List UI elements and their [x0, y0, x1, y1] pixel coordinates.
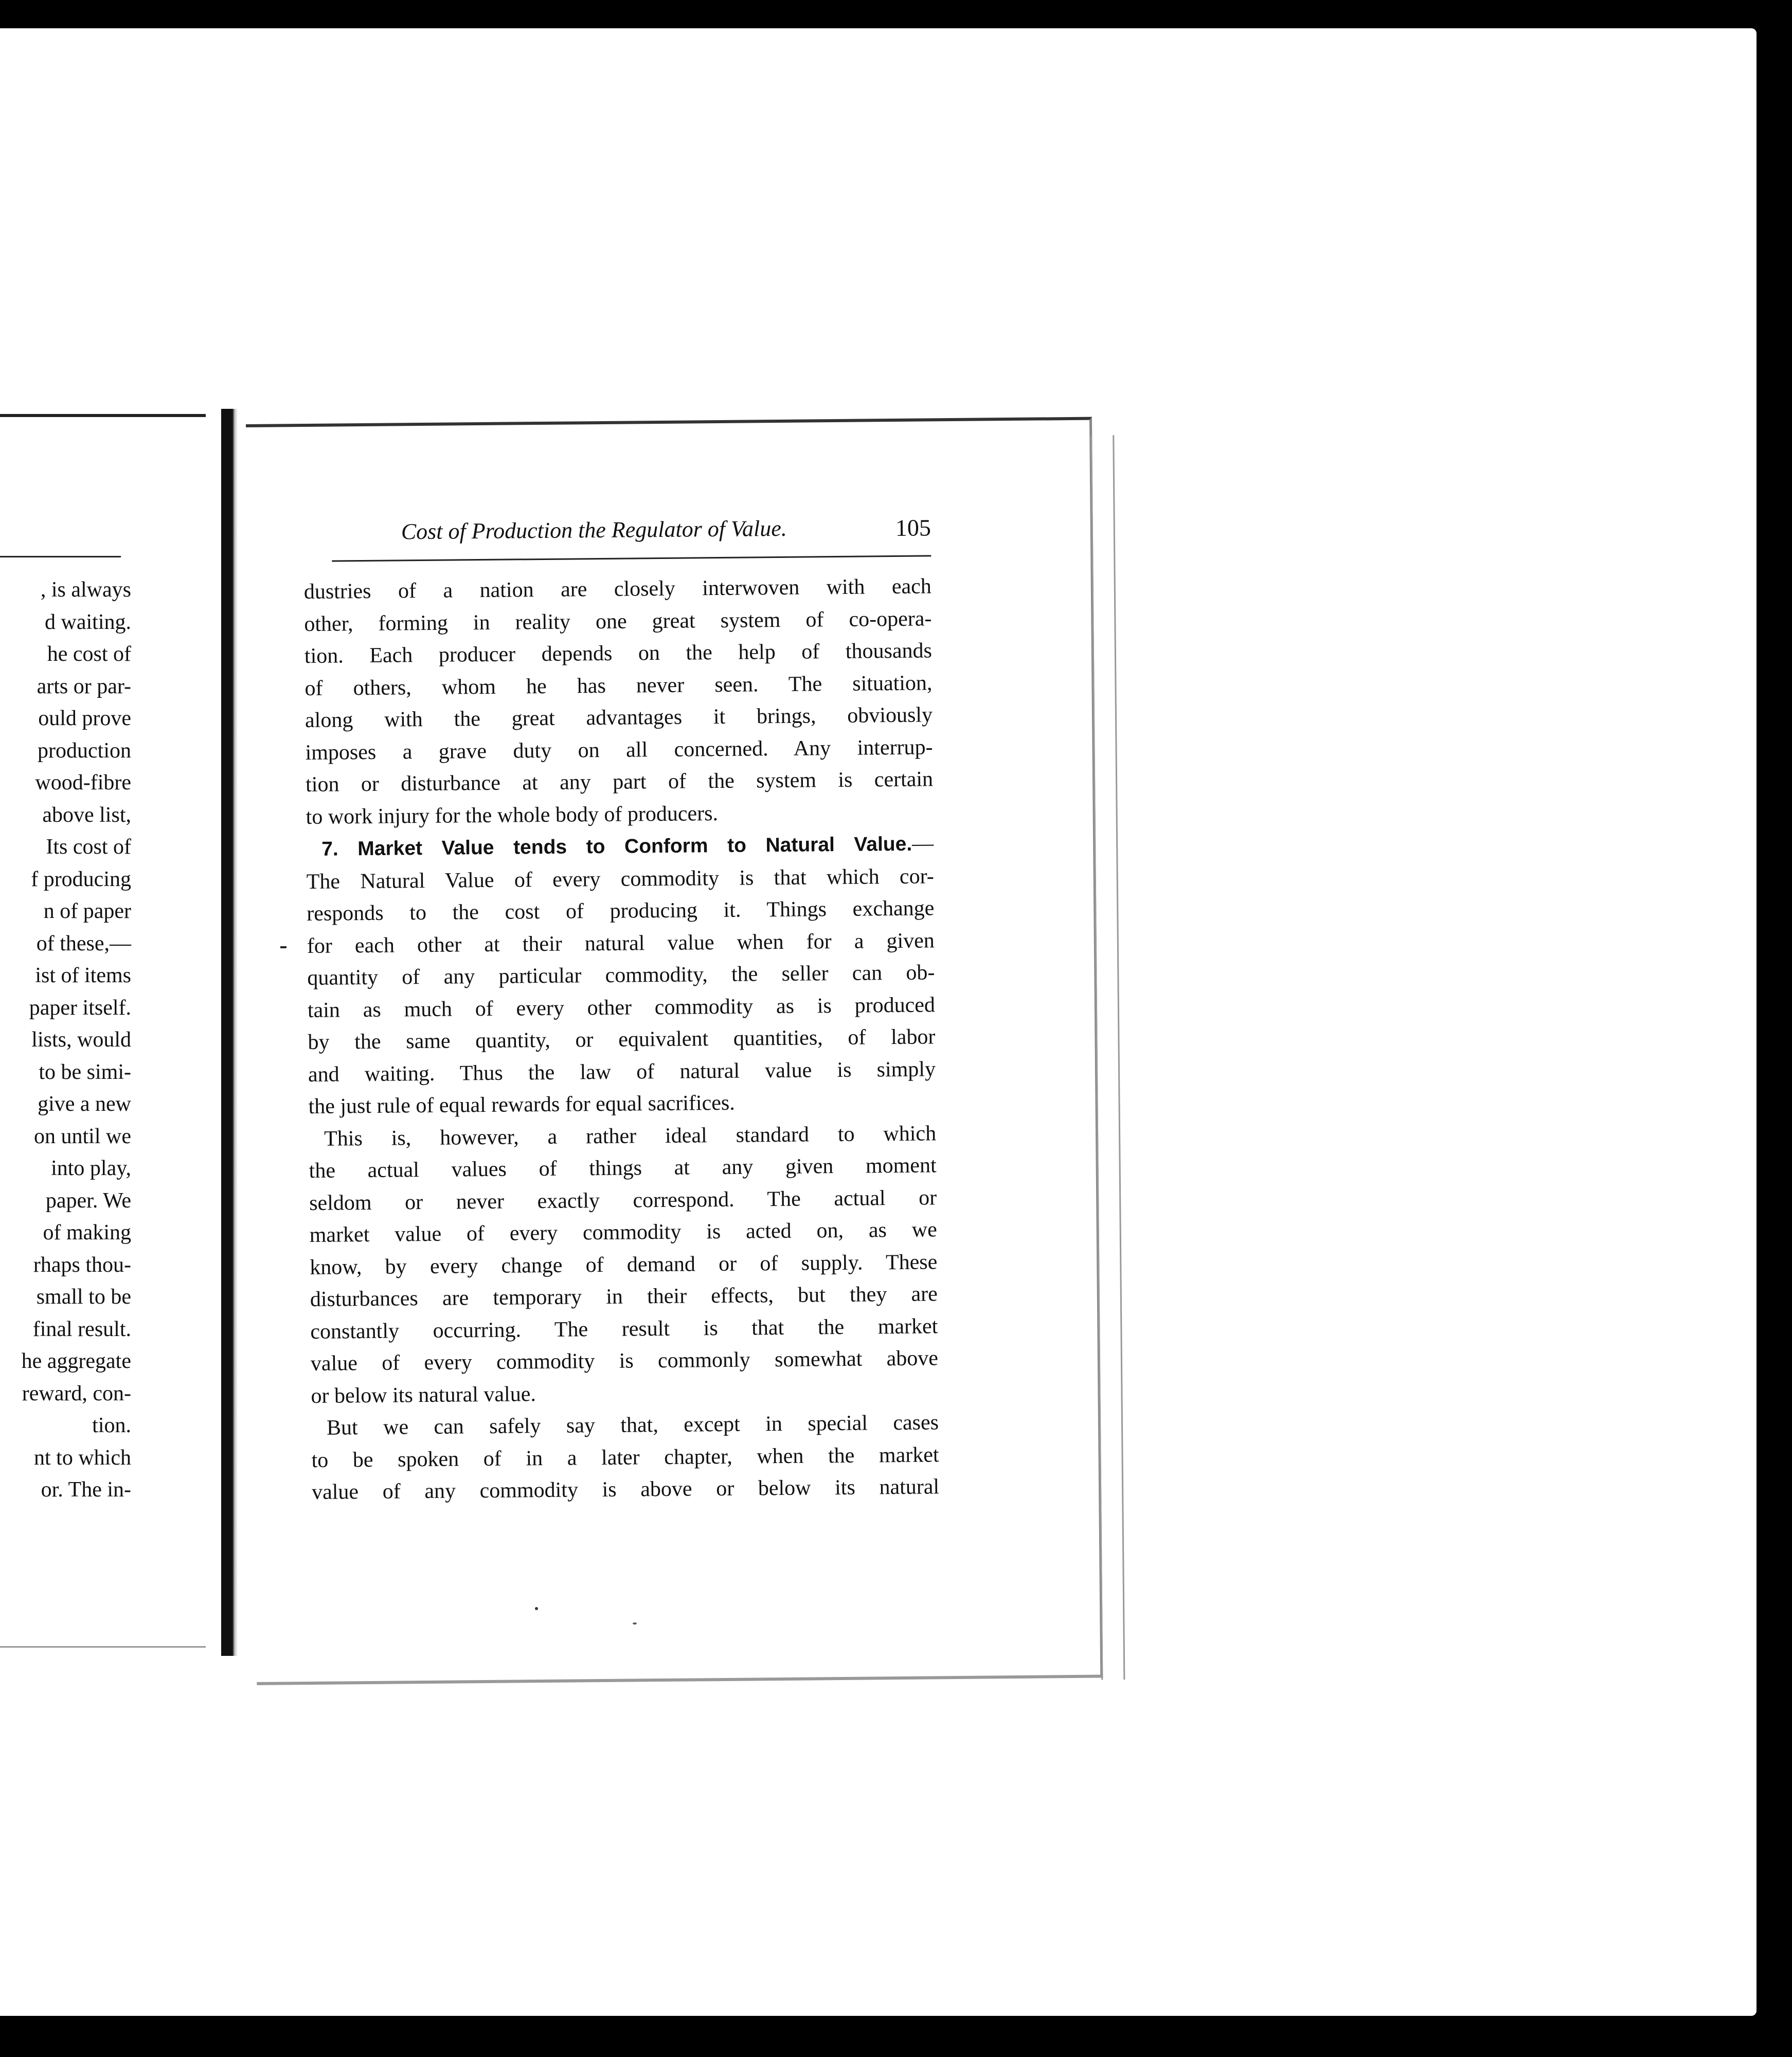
- text-line: But we can safely say that, except in special cases: [326, 1411, 939, 1440]
- text-line: or below its natural value.: [311, 1382, 536, 1408]
- text-line: to work injury for the whole body of producers.: [306, 801, 719, 829]
- paragraph: [311, 1406, 940, 1508]
- running-head: [401, 514, 931, 549]
- left-line: n of paper: [43, 899, 131, 923]
- left-line: he aggregate: [21, 1349, 131, 1373]
- left-line: on until we: [34, 1124, 131, 1148]
- paragraph: [304, 570, 934, 833]
- text-line: the actual values of things at any given moment: [309, 1153, 937, 1183]
- paragraph: [306, 827, 936, 1123]
- text-line: the just rule of equal rewards for equal sacrifices.: [308, 1091, 735, 1118]
- text-line: for each other at their natural value when for a given: [307, 928, 935, 958]
- text-line: of others, whom he has never seen. The situation,: [304, 671, 933, 700]
- left-line: nt to which: [34, 1446, 131, 1470]
- text-line: know, by every change of demand or of supply. These: [310, 1250, 938, 1279]
- left-line: give a new: [38, 1092, 131, 1116]
- text-line: This is, however, a rather ideal standard to which: [324, 1121, 937, 1151]
- text-line: tain as much of every other commodity as is produced: [307, 993, 936, 1022]
- scan-sheet: [0, 28, 1757, 2016]
- left-line: production: [38, 738, 131, 763]
- text-line: to be spoken of in a later chapter, when the market: [311, 1442, 939, 1472]
- text-line: tion or disturbance at any part of the system is certain: [305, 767, 934, 797]
- left-line: d waiting.: [45, 610, 131, 634]
- margin-mark: [280, 946, 286, 948]
- left-line: reward, con-: [22, 1381, 131, 1405]
- left-line: arts or par-: [37, 674, 131, 698]
- left-line: , is always: [40, 578, 131, 602]
- page-edges: [1090, 435, 1125, 1680]
- left-line: tion.: [92, 1414, 131, 1437]
- left-line: into play,: [51, 1157, 131, 1180]
- left-line: f producing: [31, 867, 131, 891]
- left-line: wood-fibre: [35, 771, 131, 795]
- running-head-rule: [332, 555, 931, 562]
- left-line: ist of items: [35, 964, 131, 987]
- text-line: tion. Each producer depends on the help of thousands: [304, 639, 933, 669]
- left-line: Its cost of: [46, 835, 131, 859]
- text-line: other, forming in reality one great system of co-opera-: [304, 606, 932, 636]
- text-line: imposes a grave duty on all concerned. Any interrup-: [305, 735, 933, 765]
- left-line: or. The in-: [41, 1478, 131, 1502]
- left-line: final result.: [32, 1317, 131, 1341]
- left-line: paper. We: [45, 1188, 131, 1213]
- text-line: The Natural Value of every commodity is that which cor-: [306, 864, 934, 894]
- book-spine: [206, 409, 248, 1656]
- text-line: disturbances are temporary in their effects, but they are: [310, 1282, 938, 1311]
- text-line: value of every commodity is commonly somewhat above: [310, 1346, 939, 1376]
- left-line: he cost of: [47, 642, 131, 666]
- left-page: [0, 414, 208, 1648]
- section-heading: 7. Market Value tends to Conform to Natural Value.: [321, 833, 912, 860]
- right-page: [246, 417, 1103, 1685]
- text-line: value of any commodity is above or below its natural: [311, 1475, 940, 1504]
- ink-speck: [535, 1607, 538, 1610]
- page-number: 105: [895, 514, 931, 541]
- left-line: rhaps thou-: [33, 1253, 131, 1277]
- text-line: quantity of any particular commodity, the seller can ob-: [307, 961, 935, 990]
- left-line: above list,: [42, 803, 131, 827]
- left-line: ould prove: [38, 707, 131, 730]
- ink-speck: [633, 1622, 637, 1625]
- left-line: lists, would: [31, 1028, 131, 1052]
- heading-dash: —: [911, 832, 934, 856]
- running-title: Cost of Production the Regulator of Value.: [401, 515, 787, 545]
- left-line: of making: [43, 1221, 131, 1244]
- text-line: responds to the cost of producing it. Things exchange: [307, 896, 935, 926]
- left-page-rule: [0, 556, 121, 557]
- left-line: of these,—: [36, 931, 131, 955]
- text-line: seldom or never exactly correspond. The actual or: [309, 1185, 937, 1215]
- text-line: along with the great advantages it brings, obviously: [304, 703, 933, 733]
- text-line: dustries of a nation are closely interwoven with each: [303, 574, 932, 604]
- left-line: to be simi-: [39, 1060, 131, 1084]
- text-line: by the same quantity, or equivalent quantities, of labor: [308, 1025, 936, 1054]
- text-line: and waiting. Thus the law of natural value is simply: [308, 1057, 936, 1087]
- body-text: [304, 570, 940, 1508]
- section-heading-line: [306, 827, 934, 865]
- left-line: small to be: [36, 1285, 131, 1309]
- text-line: constantly occurring. The result is that the market: [310, 1314, 938, 1344]
- left-line: paper itself.: [29, 996, 131, 1020]
- paragraph: [309, 1117, 939, 1412]
- left-page-text: [0, 574, 131, 1506]
- open-book: [0, 409, 1116, 1694]
- text-line: market value of every commodity is acted on, as we: [309, 1218, 937, 1247]
